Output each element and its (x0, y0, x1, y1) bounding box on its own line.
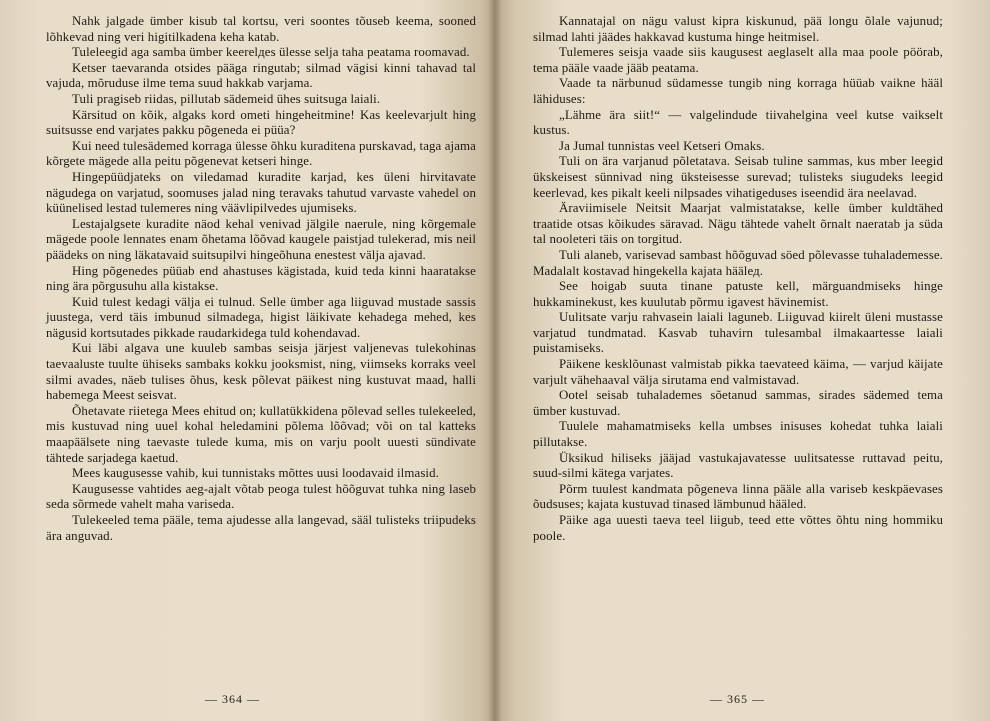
paragraph: Mees kaugusesse vahib, kui tunnistaks mõttes uusi loodavaid ilmasid. (72, 466, 439, 481)
paragraph: Tulemeres seisja vaade siis kaugusest aeglaselt alla maa poole pöörab, tema pääle vaade jääb peatama. (533, 45, 943, 75)
paragraph: Päikene kesklõunast valmistab pikka taevateed käima, — varjud käijate varjult vähehaaval välja sirutama end valmistavad. (533, 357, 943, 387)
paragraph: Tuli pragiseb riidas, pillutab sädemeid ühes suitsuga laiali. (72, 91, 381, 106)
paragraph: Tuulele mahamatmiseks kella umbses inisuses kohedat tuhka laiali pillutakse. (533, 419, 943, 450)
paragraph: Nahk jalgade ümber kisub tal kortsu, veri soontes tõuseb keema, sooned lõhkevad ning veri higitilkadena keha katab. (46, 14, 476, 44)
paragraph: Uulitsate varju rahvasein laiali laguneb. Liiguvad kiirelt üleni mustasse varjatud tundmatad. Kasvab tuhavirn tulesambal ilmakaartesse laiali puistamiseks. (533, 310, 943, 356)
paragraph: Tuli on ära varjanud põletatava. Seisab tuline sammas, kus mber leegid ükskeisest sünnivad ning üksteisesse surevad; tulisteks siugudeks leegid keerlevad, kes pikalt keeli nilpsades vihatigeduses iseendid ära neelavad. (533, 154, 943, 200)
paragraph: Õhetavate riietega Mees ehitud on; kullatükkidena põlevad selles tulekeeled, mis kustuvad ning uuel kohal heledamini põlema lõõvad; või on tal katteks maapäälsete ning taevaste tulede kuma, mis on varju poolt uuesti sündivate tähtede sarjadega kaetud. (46, 403, 476, 465)
paragraph: Kärsitud on kõik, algaks kord ometi hingeheitmine! Kas keelevarjult hing suitsusse end varjates pakku põgeneda ei püüa? (46, 107, 476, 138)
paragraph: Tuli alaneb, varisevad sambast hõõguvad söed põlevasse tuhalademesse. Madalalt kostavad hingekella kajata häälед. (533, 247, 943, 278)
paragraph: Põrm tuulest kandmata põgeneva linna pääle alla variseb keskpäevases õudsuses; kajata kustuvad tinased lämbunud hääled. (533, 481, 943, 512)
paragraph: Vaade ta närbunud südamesse tungib ning korraga hüüab vaikne hääl lähiduses: (533, 76, 943, 106)
paragraph: Kaugusesse vahtides aeg-ajalt võtab peoga tulest hõõguvat tuhka ning laseb seda sõrmede vahelt maha variseda. (46, 481, 476, 512)
paragraph: Lestajalgsete kuradite näod kehal venivad jälgile naerule, ning kõrgemale mägede poole lennates enam õhetama lõõvad kaugele paistjad tulekerad, mis neil päädeks on ning läkatavaid suitsupilvi hingeõhuna enestest välja ajavad. (46, 216, 476, 262)
right-page (495, 0, 990, 721)
page-number-right: — 365 — (710, 692, 765, 706)
paragraph: Ketser taevaranda otsides pääga ringutab; silmad vägisi kinni tahavad tal vajuda, mõruduse ilme tema suud hakkab varjama. (46, 60, 476, 91)
paragraph: Tulekeeled tema pääle, tema ajudesse alla langevad, sääl tulisteks triipudeks ära anguvad. (46, 513, 476, 543)
paragraph: Päike aga uuesti taeva teel liigub, teed ette võttes õhtu ning hommiku poole. (533, 513, 943, 543)
paragraph: Üksikud hiliseks jääjad vastukajavatesse uulitsatesse ruttavad peitu, suud-silmi kätega varjates. (533, 450, 943, 481)
paragraph: „Lähme ära siit!“ — valgelindude tiivahelgina veel kutse vaikselt kustus. (533, 107, 943, 138)
paragraph: Kannatajal on nägu valust kipra kiskunud, pää longu õlale vajunud; silmad lahti jäädes hakkavad kustuma hinge heitmisel. (533, 14, 943, 44)
book-gutter (488, 0, 502, 721)
paragraph: Hingepüüdjateks on viledamad kuradite karjad, kes üleni hirvitavate nägudega on varjatud, soomuses jalad ning teravaks tahutud varvaste vahedel on küünelised lestad tulemeres ning väävlipilvedes ujumiseks. (46, 169, 476, 216)
paragraph: Kuid tulest kedagi välja ei tulnud. Selle ümber aga liiguvad mustade sassis juustega, verd täis imbunud silmadega, higist läikivate kehadega mehed, kes nägusid kortsutades pikkade raudarkidega tuld kohendavad. (46, 294, 476, 340)
paragraph: Hing põgenedes püüab end ahastuses kägistada, kuid teda kinni haaratakse ning ära põrgusuhu alla kistakse. (46, 263, 476, 294)
page-number-left: — 364 — (205, 692, 260, 706)
left-page-text (46, 14, 476, 544)
paragraph: See hoigab suuta tinane patuste kell, märguandmiseks hinge hukkaminekust, kes kuulutab põrmu igavest hävinemist. (533, 279, 943, 309)
paragraph: Tuleleegid aga samba ümber keerelдes ülesse selja taha peatama roomavad. (72, 45, 470, 60)
paragraph: Kui läbi algava une kuuleb sambas seisja järjest valjenevas tulekohinas taevaaluste tuulte ühiseks sambaks kokku jooksmist, ning, viimseks korraks veel silmi avades, näeb tulises õhus, kesk põlevat päikest ning kustuvat maad, halli habemega Meest seisvat. (46, 341, 476, 403)
paragraph: Kui need tulesädemed korraga ülesse õhku kuraditena purskavad, taga ajama kõrgete mägede alla peitu põgenevat ketseri hinge. (46, 138, 476, 169)
paragraph: Ootel seisab tuhalademes sõetanud sammas, sirades sädemed tema ümber kustuvad. (533, 388, 943, 418)
right-page-text (533, 14, 943, 544)
paragraph: Ja Jumal tunnistas veel Ketseri Omaks. (559, 138, 765, 153)
paragraph: Äraviimisele Neitsit Maarjat valmistatakse, kelle ümber kuldtähed traatide otsas kõikudes säravad. Nägu tähtede vahelt õrnalt naeratab ja süda tal nooleteri täis on torgitud. (533, 201, 943, 247)
